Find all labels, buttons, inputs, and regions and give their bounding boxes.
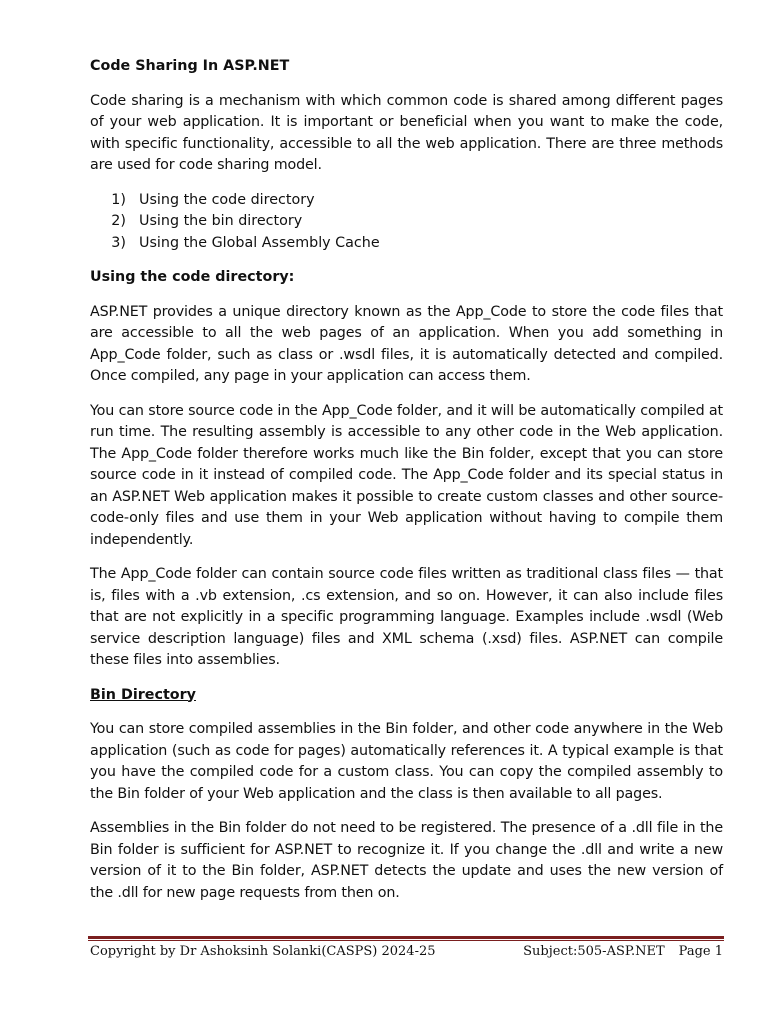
intro-paragraph: Code sharing is a mechanism with which common code is shared among different pages of your web application. It is important or beneficial when you want to make the code, with specific functionality, accessible to all the web application. There are three methods are used for code sharing model. <box>90 92 723 173</box>
footer-divider <box>88 936 724 939</box>
section-heading-code-directory: Using the code directory: <box>90 269 295 285</box>
methods-list <box>90 190 723 255</box>
footer-copyright: Copyright by Dr Ashoksinh Solanki(CASPS) 2024-25 <box>90 944 436 959</box>
footer-subject: Subject:505-ASP.NET <box>523 944 665 959</box>
list-item: 1. Using the code directory <box>135 190 723 212</box>
page-content <box>90 56 723 917</box>
page-title: Code Sharing In ASP.NET <box>90 58 290 74</box>
list-item: 2. Using the bin directory <box>135 211 723 233</box>
page-footer <box>90 943 723 961</box>
footer-right <box>523 943 723 961</box>
paragraph: Assemblies in the Bin folder do not need to be registered. The presence of a .dll file in the Bin folder is sufficient for ASP.NET to recognize it. If you change the .dll and write a new version of it to the Bin folder, ASP.NET detects the update and uses the new version of the .dll for new page requests from then on. <box>90 820 723 901</box>
footer-page-number: Page 1 <box>678 944 723 959</box>
paragraph: ASP.NET provides a unique directory known as the App_Code to store the code files that are accessible to all the web pages of an application. When you add something in App_Code folder, such as class or .wsdl files, it is automatically detected and compiled. Once compiled, any page in your application can access them. <box>90 303 723 384</box>
paragraph: You can store compiled assemblies in the Bin folder, and other code anywhere in the Web application (such as code for pages) automatically references it. A typical example is that you have the compiled code for a custom class. You can copy the compiled assembly to the Bin folder of your Web application and the class is then available to all pages. <box>90 721 723 802</box>
section-heading-bin-directory: Bin Directory <box>90 686 196 703</box>
paragraph: The App_Code folder can contain source code files written as traditional class files — that is, files with a .vb extension, .cs extension, and so on. However, it can also include files that are not explicitly in a specific programming language. Examples include .wsdl (Web service description language) files and XML schema (.xsd) files. ASP.NET can compile these files into assemblies. <box>90 566 723 668</box>
footer-divider-thin <box>88 940 724 941</box>
list-item: 3. Using the Global Assembly Cache <box>135 233 723 255</box>
paragraph: You can store source code in the App_Code folder, and it will be automatically compiled at run time. The resulting assembly is accessible to any other code in the Web application. The App_Code folder therefore works much like the Bin folder, except that you can store source code in it instead of compiled code. The App_Code folder and its special status in an ASP.NET Web application makes it possible to create custom classes and other source-code-only files and use them in your Web application without having to compile them independently. <box>90 402 723 548</box>
